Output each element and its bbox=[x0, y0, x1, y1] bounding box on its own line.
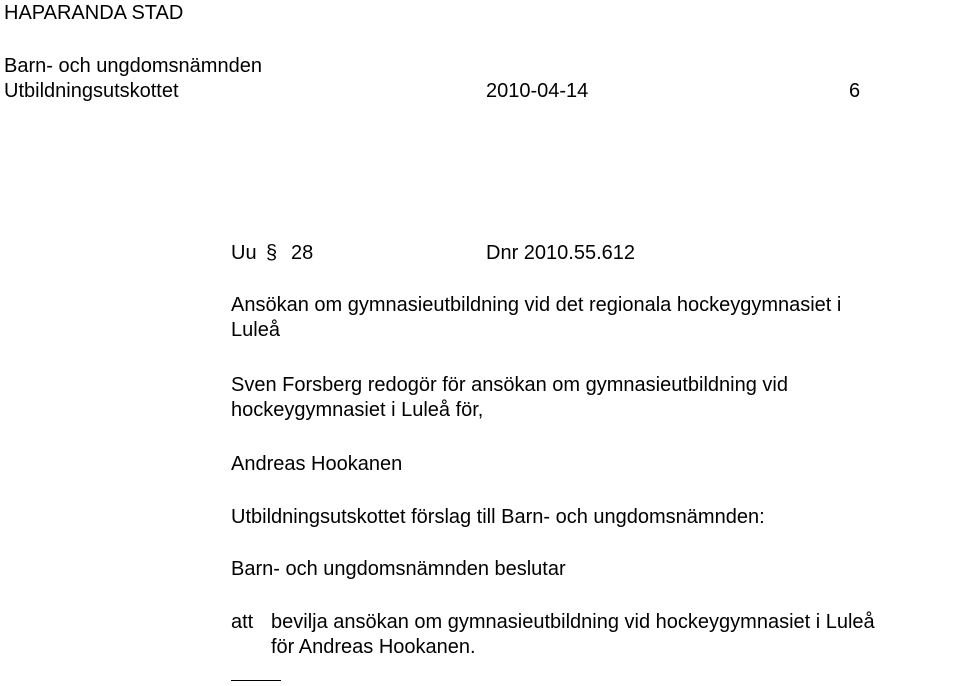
case-title-line-1: Ansökan om gymnasieutbildning vid det regionala hockeygymnasiet i bbox=[231, 294, 842, 316]
signature-line bbox=[231, 680, 281, 681]
municipality-name: HAPARANDA STAD bbox=[4, 2, 184, 24]
section-symbol: § bbox=[266, 242, 278, 264]
page-number: 6 bbox=[849, 80, 861, 102]
case-title-line-2: Luleå bbox=[231, 319, 280, 341]
report-line-2: hockeygymnasiet i Luleå för, bbox=[231, 399, 484, 421]
committee-name: Utbildningsutskottet bbox=[4, 80, 179, 102]
decision-att: att bbox=[231, 611, 254, 633]
meeting-date: 2010-04-14 bbox=[486, 80, 589, 102]
decision-line-2: för Andreas Hookanen. bbox=[271, 636, 476, 658]
report-line-1: Sven Forsberg redogör för ansökan om gymnasieutbildning vid bbox=[231, 374, 788, 396]
case-ref-prefix: Uu bbox=[231, 242, 257, 264]
board-name: Barn- och ungdomsnämnden bbox=[4, 55, 262, 77]
diary-number: Dnr 2010.55.612 bbox=[486, 242, 636, 264]
section-number: 28 bbox=[291, 242, 314, 264]
student-name: Andreas Hookanen bbox=[231, 453, 403, 475]
committee-proposal: Utbildningsutskottet förslag till Barn- och ungdomsnämnden: bbox=[231, 506, 765, 528]
decision-intro: Barn- och ungdomsnämnden beslutar bbox=[231, 558, 566, 580]
decision-line-1: bevilja ansökan om gymnasieutbildning vid hockeygymnasiet i Luleå bbox=[271, 611, 875, 633]
